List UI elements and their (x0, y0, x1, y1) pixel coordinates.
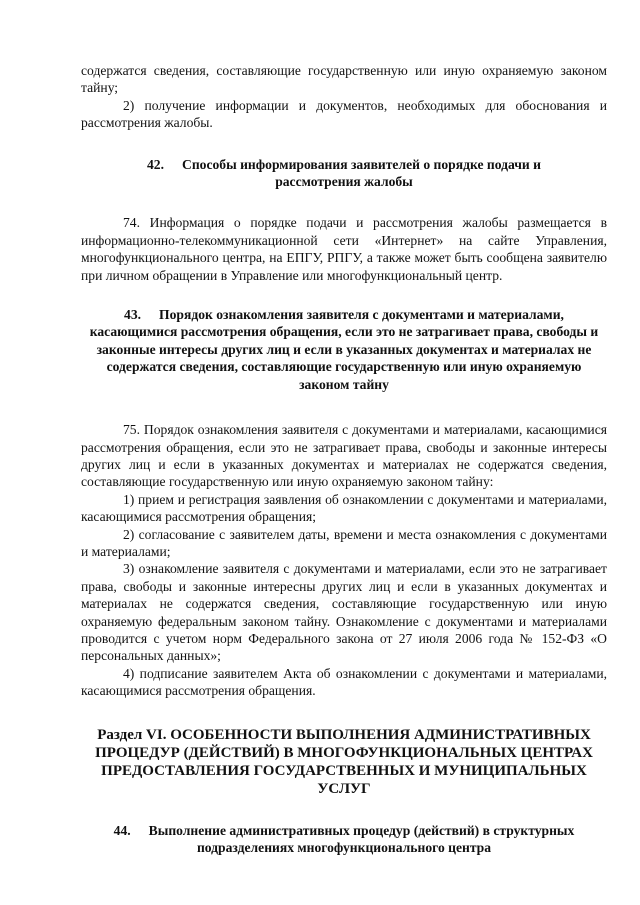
paragraph-75-item-1: 1) прием и регистрация заявления об ознакомлении с документами и материалами, касающимися рассмотрения обращения; (81, 491, 607, 525)
heading-44-number: 44. (113, 822, 131, 838)
paragraph-75: 75. Порядок ознакомления заявителя с документами и материалами, касающимися рассмотрения обращения, если это не затрагивает права, свободы и законные интересы других лиц и если в указанных документах и материалах не содержатся сведения, составляющие государственную или иную охраняемую законом тайну: (81, 422, 607, 490)
section-6-heading: Раздел VI. ОСОБЕННОСТИ ВЫПОЛНЕНИЯ АДМИНИСТРАТИВНЫХ ПРОЦЕДУР (ДЕЙСТВИЙ) В МНОГОФУНКЦИОНАЛЬНЫХ ЦЕНТРАХ ПРЕДОСТАВЛЕНИЯ ГОСУДАРСТВЕННЫХ И МУНИЦИПАЛЬНЫХ УСЛУГ (95, 726, 593, 797)
heading-44 (81, 822, 607, 857)
heading-42-text: Способы информирования заявителей о порядке подачи и рассмотрения жалобы (182, 156, 541, 190)
heading-43-number: 43. (124, 307, 142, 323)
paragraph-75-item-4: 4) подписание заявителем Акта об ознакомлении с документами и материалами, касающимися рассмотрения обращения. (81, 665, 607, 699)
paragraph-75-item-2: 2) согласование с заявителем даты, времени и места ознакомления с документами и материалами; (81, 526, 607, 559)
heading-44-text: Выполнение административных процедур (действий) в структурных подразделениях многофункционального центра (148, 822, 575, 855)
list-item-2: 2) получение информации и документов, необходимых для обоснования и рассмотрения жалобы. (81, 97, 607, 131)
paragraph-74: 74. Информация о порядке подачи и рассмотрения жалобы размещается в информационно-телекоммуникационной сети «Интернет» на сайте Управления, многофункционального центра, на ЕПГУ, РПГУ, а также может быть сообщена заявителю при личном обращении в Управление или многофункциональный центр. (81, 215, 607, 283)
heading-43-text: Порядок ознакомления заявителя с документами и материалами, касающимися рассмотрения обращения, если это не затрагивает права, свободы и законные интересы других лиц и если в указанных документах и материалах не содержатся сведения, составляющие государственную или иную охраняемую законом тайну (89, 307, 599, 392)
heading-42 (81, 156, 607, 191)
paragraph-75-item-3: 3) ознакомление заявителя с документами и материалами, если это не затрагивает права, свободы и законные интересны других лиц и если в указанных документах и материалах не содержатся сведения, составляющие государственную или иную охраняемую федеральным законом тайну. Ознакомление с документами и материалами проводится с учетом норм Федерального закона от 27 июля 2006 года № 152-ФЗ «О персональных данных»; (81, 561, 607, 664)
paragraph-intro-continuation: содержатся сведения, составляющие государственную или иную охраняемую законом тайну; (81, 63, 607, 96)
heading-43 (81, 306, 607, 393)
heading-42-number: 42. (147, 156, 164, 172)
